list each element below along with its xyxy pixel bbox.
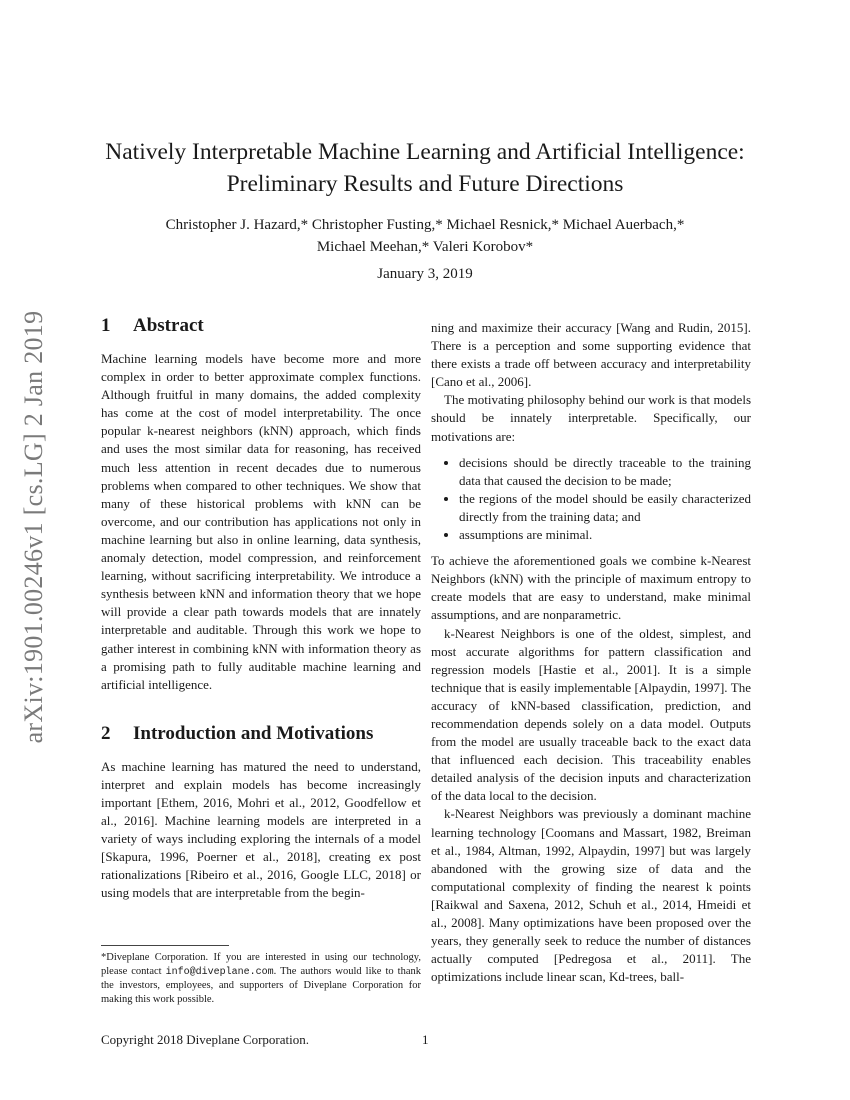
intro-heading	[101, 722, 421, 746]
title-line-2: Preliminary Results and Future Directions	[226, 171, 624, 197]
intro-paragraph-1-continued: ning and maximize their accuracy [Wang and Rudin, 2015]. There is a perception and some supporting evidence that there exists a trade off between accuracy and interpretability [Cano et al., 2006].	[431, 320, 751, 390]
arxiv-id: arXiv:1901.00246v1 [cs.LG] 2 Jan 2019	[19, 310, 48, 744]
footnote-text-b: . The authors would like to thank the investors, employees, and supporters of Diveplane Corporation for making this work possible.	[101, 965, 421, 1005]
footnote-text-a: *Diveplane Corporation. If you are interested in using our technology, please contact	[101, 952, 421, 977]
section-number: 1	[101, 315, 111, 336]
author-list	[80, 214, 770, 258]
contact-email[interactable]: info@diveplane.com	[165, 966, 274, 978]
list-item: • the regions of the model should be easily characterized directly from the training data; and	[459, 490, 751, 526]
right-column	[431, 319, 751, 986]
motivations-list	[431, 454, 751, 544]
intro-paragraph-1: As machine learning has matured the need to understand, interpret and explain models has become increasingly important [Ethem, 2016, Mohri et al., 2012, Goodfellow et al., 2016]. Machine learning models are interpreted in a variety of ways including exploring the internals of a model [Skapura, 1996, Poerner et al., 2018], creating ex post rationalizations [Ribeiro et al., 2016, Google LLC, 2018] or using models that are interpretable from the begin-	[101, 758, 421, 901]
list-item: • assumptions are minimal.	[459, 526, 751, 544]
section-title: Introduction and Motivations	[133, 722, 374, 744]
intro-paragraph-2: The motivating philosophy behind our work is that models should be innately interpretable. Specifically, our motivations are:	[431, 392, 751, 444]
authors-line-1: Christopher J. Hazard,* Christopher Fusting,* Michael Resnick,* Michael Auerbach,*	[165, 217, 685, 233]
footnote	[101, 951, 421, 1006]
section-title: Abstract	[133, 315, 204, 336]
footnote-rule	[101, 945, 229, 946]
title-line-1: Natively Interpretable Machine Learning and Artificial Intelligence:	[105, 139, 745, 165]
abstract-text: Machine learning models have become more and more complex in order to better approximate complex functions. Although fruitful in many domains, the added complexity has come at the cost of model interpretability. The once popular k-nearest neighbors (kNN) approach, which finds and uses the most similar data for reasoning, has received much less attention in recent decades due to numerous problems when compared to other techniques. We show that many of these historical problems with kNN can be overcome, and our contribution has applications not only in machine learning but also in online learning, data synthesis, anomaly detection, model compression, and reinforcement learning, without sacrificing interpretability. We introduce a synthesis between kNN and information theory that we hope will provide a clear path towards models that are innately interpretable and auditable. Through this work we hope to gather interest in combining kNN with information theory as a promising path to fully auditable machine learning and artificial intelligence.	[101, 351, 421, 692]
section-number: 2	[101, 722, 111, 744]
list-item: • decisions should be directly traceable to the training data that caused the decision to be made;	[459, 454, 751, 490]
arxiv-stamp	[14, 290, 54, 765]
intro-paragraph-4: k-Nearest Neighbors is one of the oldest, simplest, and most accurate algorithms for pattern classification and regression models [Hastie et al., 2001]. It is a simple technique that is easily implementable [Alpaydin, 1997]. The accuracy of kNN-based classification, prediction, and recommendation depends solely on a data model. Outputs from the model are usually traceable back to the exact data that influenced each decision. This traceability enables detailed analysis of the decision inputs and characterization of the data local to the decision.	[431, 625, 751, 804]
paper-title	[80, 136, 770, 200]
intro-paragraph-3: To achieve the aforementioned goals we combine k-Nearest Neighbors (kNN) with the principle of maximum entropy to create models that are easy to understand, make minimal assumptions, and are nonparametric.	[431, 553, 751, 623]
left-column	[101, 314, 421, 903]
copyright: Copyright 2018 Diveplane Corporation.	[101, 1032, 309, 1047]
abstract-heading	[101, 314, 421, 338]
intro-paragraph-5: k-Nearest Neighbors was previously a dominant machine learning technology [Coomans and Massart, 1982, Breiman et al., 1984, Altman, 1992, Alpaydin, 1997] but was largely abandoned with the growing size of data and the computational complexity of finding the nearest k points [Raikwal and Saxena, 2012, Schuh et al., 2014, Hmeidi et al., 2008]. Many optimizations have been proposed over the years, they generally seek to reduce the number of distances actually computed [Pedregosa et al., 2011]. The optimizations include linear scan, Kd-trees, ball-	[431, 806, 751, 985]
page-number: 1	[422, 1032, 429, 1047]
authors-line-2: Michael Meehan,* Valeri Korobov*	[316, 239, 534, 255]
paper-date: January 3, 2019	[377, 266, 473, 282]
